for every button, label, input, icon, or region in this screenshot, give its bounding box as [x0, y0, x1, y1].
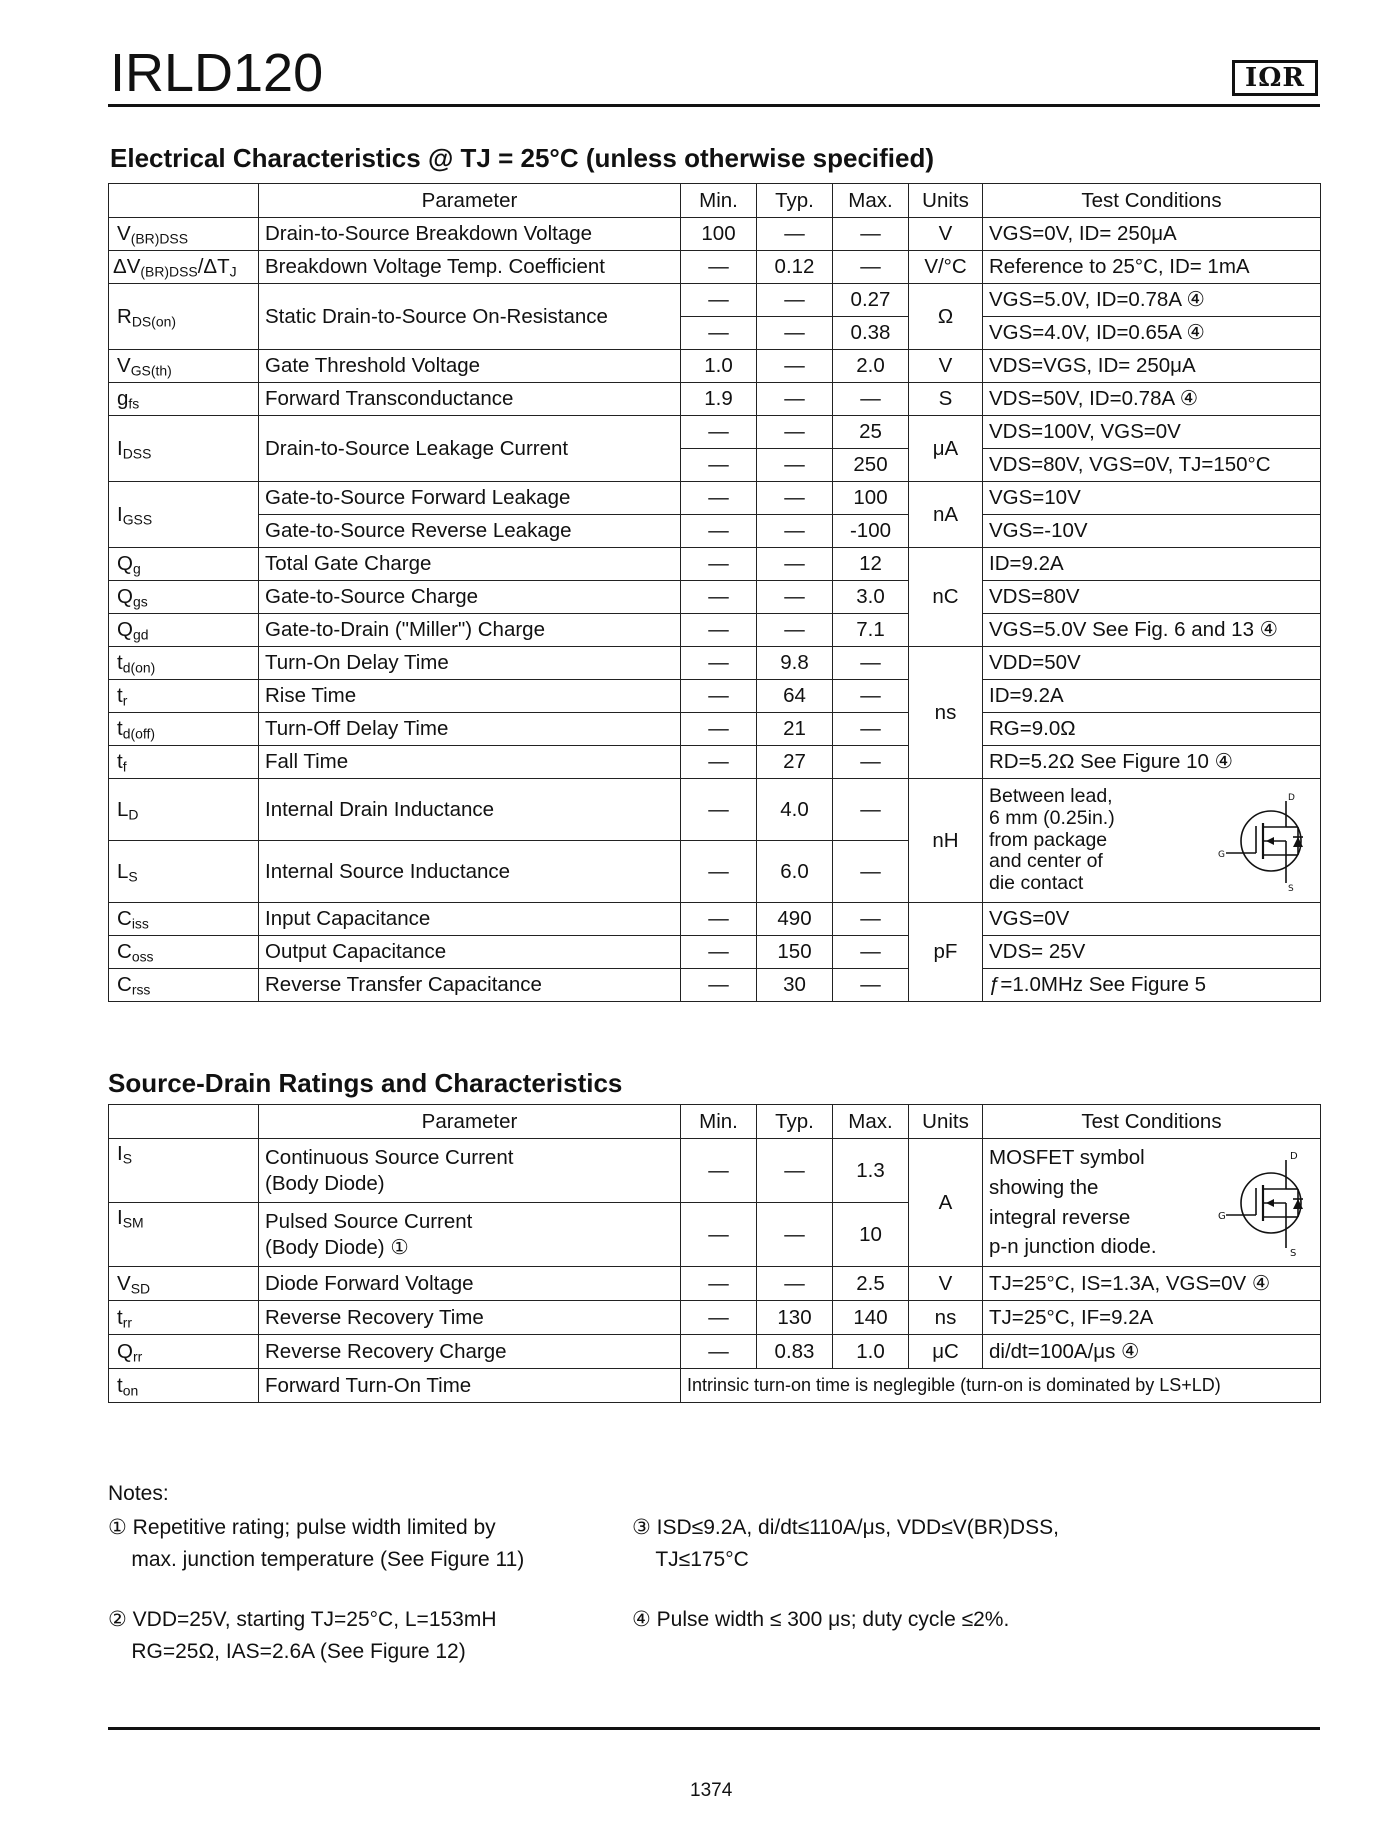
typ-value: — [757, 317, 833, 350]
max-value: 10 [833, 1203, 909, 1267]
typ-value: 150 [757, 936, 833, 969]
test-condition: VGS=0V [983, 903, 1321, 936]
typ-value: 21 [757, 713, 833, 746]
cond-line: Between lead, [989, 784, 1113, 807]
typ-value: — [757, 1139, 833, 1203]
typ-value: — [757, 284, 833, 317]
table-row [109, 680, 1321, 713]
test-condition: VDS=80V, VGS=0V, TJ=150°C [983, 449, 1321, 482]
svg-text:D: D [1288, 792, 1295, 803]
notes-label: Notes: [108, 1482, 169, 1505]
table-row [109, 614, 1321, 647]
test-condition: VGS=5.0V See Fig. 6 and 13 ④ [983, 614, 1321, 647]
parameter: Internal Drain Inductance [259, 779, 681, 841]
parameter: Gate-to-Drain ("Miller") Charge [259, 614, 681, 647]
min-value: — [681, 936, 757, 969]
symbol: $g_{fs}$ [109, 383, 259, 416]
source-drain-table [108, 1104, 1321, 1403]
typ-value: 6.0 [757, 841, 833, 903]
test-condition: VDS=50V, ID=0.78A ④ [983, 383, 1321, 416]
max-value: — [833, 218, 909, 251]
electrical-characteristics-title: Electrical Characteristics @ TJ = 25°C (unless otherwise specified) [110, 143, 935, 173]
test-condition: VGS=10V [983, 482, 1321, 515]
typ-value: 30 [757, 969, 833, 1002]
test-condition: ID=9.2A [983, 548, 1321, 581]
table-row [109, 284, 1321, 317]
parameter: Pulsed Source Current (Body Diode) ① [259, 1203, 681, 1267]
typ-value: — [757, 1267, 833, 1301]
parameter: Input Capacitance [259, 903, 681, 936]
test-condition [983, 1139, 1321, 1267]
typ-value: 4.0 [757, 779, 833, 841]
unit: nA [909, 482, 983, 548]
max-value: 1.0 [833, 1335, 909, 1369]
col-max: Max. [833, 1105, 909, 1139]
table-row [109, 1301, 1321, 1335]
max-value: — [833, 713, 909, 746]
typ-value: — [757, 1203, 833, 1267]
table-row [109, 515, 1321, 548]
part-number-title: IRLD120 [110, 43, 324, 103]
test-condition: VGS=0V, ID= 250μA [983, 218, 1321, 251]
symbol: $Q_{gs}$ [109, 581, 259, 614]
footer-rule [108, 1727, 1320, 1730]
unit: A [909, 1139, 983, 1267]
symbol: $I_{SM}$ [109, 1203, 259, 1267]
typ-value: — [757, 581, 833, 614]
max-value: — [833, 841, 909, 903]
parameter: Reverse Recovery Charge [259, 1335, 681, 1369]
col-typ: Typ. [757, 184, 833, 218]
test-condition: RD=5.2Ω See Figure 10 ④ [983, 746, 1321, 779]
max-value: — [833, 903, 909, 936]
symbol: $I_{GSS}$ [109, 482, 259, 548]
min-value: — [681, 515, 757, 548]
test-condition: TJ=25°C, IF=9.2A [983, 1301, 1321, 1335]
symbol: $I_{DSS}$ [109, 416, 259, 482]
min-value: — [681, 317, 757, 350]
min-value: — [681, 581, 757, 614]
parameter: Gate-to-Source Forward Leakage [259, 482, 681, 515]
col-units: Units [909, 1105, 983, 1139]
unit: pF [909, 903, 983, 1002]
max-value: — [833, 969, 909, 1002]
max-value: 7.1 [833, 614, 909, 647]
min-value: 1.9 [681, 383, 757, 416]
unit: μC [909, 1335, 983, 1369]
cond-line: die contact [989, 872, 1084, 895]
symbol: $t_{d(off)}$ [109, 713, 259, 746]
min-value: — [681, 1267, 757, 1301]
max-value: -100 [833, 515, 909, 548]
svg-text:S: S [1288, 883, 1294, 891]
table-row [109, 1267, 1321, 1301]
symbol: $V_{SD}$ [109, 1267, 259, 1301]
note-2: ② VDD=25V, starting TJ=25°C, L=153mH RG=25Ω, IAS=2.6A (See Figure 12) [108, 1608, 497, 1663]
typ-value: — [757, 449, 833, 482]
symbol: $C_{rss}$ [109, 969, 259, 1002]
parameter: Reverse Transfer Capacitance [259, 969, 681, 1002]
header-rule [108, 104, 1320, 107]
cond-line: from package [989, 828, 1108, 851]
typ-value: 490 [757, 903, 833, 936]
cond-line: integral reverse [989, 1205, 1131, 1229]
min-value: — [681, 969, 757, 1002]
note-4: ④ Pulse width ≤ 300 μs; duty cycle ≤2%. [632, 1608, 1010, 1631]
min-value: — [681, 449, 757, 482]
test-condition [983, 779, 1321, 903]
col-min: Min. [681, 184, 757, 218]
parameter: Total Gate Charge [259, 548, 681, 581]
symbol: $Q_{gd}$ [109, 614, 259, 647]
max-value: 0.38 [833, 317, 909, 350]
parameter: Drain-to-Source Leakage Current [259, 416, 681, 482]
test-condition: ID=9.2A [983, 680, 1321, 713]
symbol: $t_r$ [109, 680, 259, 713]
typ-value: — [757, 614, 833, 647]
test-condition: VDD=50V [983, 647, 1321, 680]
symbol: $V_{(BR)DSS}$ [109, 218, 259, 251]
unit: ns [909, 1301, 983, 1335]
min-value: 100 [681, 218, 757, 251]
test-condition: di/dt=100A/μs ④ [983, 1335, 1321, 1369]
col-parameter: Parameter [259, 184, 681, 218]
test-condition: VGS=-10V [983, 515, 1321, 548]
turn-on-note: Intrinsic turn-on time is neglegible (turn-on is dominated by LS+LD) [681, 1369, 1321, 1403]
min-value: — [681, 647, 757, 680]
min-value: — [681, 746, 757, 779]
symbol: $C_{iss}$ [109, 903, 259, 936]
symbol: $t_{d(on)}$ [109, 647, 259, 680]
min-value: — [681, 1335, 757, 1369]
max-value: 2.0 [833, 350, 909, 383]
min-value: — [681, 680, 757, 713]
parameter: Static Drain-to-Source On-Resistance [259, 284, 681, 350]
table-row [109, 581, 1321, 614]
test-condition: RG=9.0Ω [983, 713, 1321, 746]
unit: V [909, 1267, 983, 1301]
unit: ns [909, 647, 983, 779]
svg-text:G: G [1218, 1210, 1226, 1222]
min-value: — [681, 713, 757, 746]
max-value: 12 [833, 548, 909, 581]
symbol: $t_{on}$ [109, 1369, 259, 1403]
note-3: ③ ISD≤9.2A, di/dt≤110A/μs, VDD≤V(BR)DSS, TJ≤175°C [632, 1516, 1059, 1571]
parameter: Turn-On Delay Time [259, 647, 681, 680]
unit: V/°C [909, 251, 983, 284]
min-value: — [681, 779, 757, 841]
max-value: 2.5 [833, 1267, 909, 1301]
table-row [109, 548, 1321, 581]
col-typ: Typ. [757, 1105, 833, 1139]
max-value: 100 [833, 482, 909, 515]
table-row [109, 647, 1321, 680]
typ-value: — [757, 383, 833, 416]
table-row [109, 1335, 1321, 1369]
table-row [109, 1139, 1321, 1203]
max-value: 3.0 [833, 581, 909, 614]
table-row [109, 779, 1321, 841]
max-value: 250 [833, 449, 909, 482]
parameter: Continuous Source Current (Body Diode) [259, 1139, 681, 1203]
col-test-conditions: Test Conditions [983, 184, 1321, 218]
unit: V [909, 218, 983, 251]
cond-line: and center of [989, 850, 1103, 873]
cond-line: MOSFET symbol [989, 1146, 1145, 1170]
test-condition: VDS= 25V [983, 936, 1321, 969]
parameter: Gate-to-Source Reverse Leakage [259, 515, 681, 548]
min-value: — [681, 614, 757, 647]
source-drain-title: Source-Drain Ratings and Characteristics [108, 1068, 623, 1098]
symbol: $L_D$ [109, 779, 259, 841]
min-value: — [681, 284, 757, 317]
symbol: $I_S$ [109, 1139, 259, 1203]
max-value: — [833, 647, 909, 680]
typ-value: — [757, 416, 833, 449]
max-value: 1.3 [833, 1139, 909, 1203]
table-row [109, 969, 1321, 1002]
table-row [109, 218, 1321, 251]
typ-value: — [757, 350, 833, 383]
table-row [109, 1369, 1321, 1403]
typ-value: 9.8 [757, 647, 833, 680]
min-value: — [681, 251, 757, 284]
table-row [109, 746, 1321, 779]
test-condition: ƒ=1.0MHz See Figure 5 [983, 969, 1321, 1002]
min-value: — [681, 841, 757, 903]
symbol: $t_{rr}$ [109, 1301, 259, 1335]
symbol: $C_{oss}$ [109, 936, 259, 969]
parameter: Breakdown Voltage Temp. Coefficient [259, 251, 681, 284]
cond-line: p-n junction diode. [989, 1235, 1157, 1259]
parameter: Internal Source Inductance [259, 841, 681, 903]
unit: μA [909, 416, 983, 482]
test-condition: VDS=80V [983, 581, 1321, 614]
table-row [109, 383, 1321, 416]
cond-line: 6 mm (0.25in.) [989, 806, 1115, 829]
parameter: Turn-Off Delay Time [259, 713, 681, 746]
symbol: $L_S$ [109, 841, 259, 903]
cond-line: showing the [989, 1175, 1099, 1199]
parameter: Gate-to-Source Charge [259, 581, 681, 614]
symbol: $Q_{rr}$ [109, 1335, 259, 1369]
parameter: Forward Transconductance [259, 383, 681, 416]
table-row [109, 936, 1321, 969]
min-value: — [681, 416, 757, 449]
max-value: — [833, 383, 909, 416]
table-row [109, 251, 1321, 284]
note-1: ① Repetitive rating; pulse width limited by max. junction temperature (See Figure 11) [108, 1516, 525, 1571]
typ-value: 130 [757, 1301, 833, 1335]
parameter: Forward Turn-On Time [259, 1369, 681, 1403]
page-number: 1374 [690, 1780, 733, 1801]
svg-text:S: S [1290, 1247, 1297, 1258]
typ-value: 27 [757, 746, 833, 779]
max-value: 25 [833, 416, 909, 449]
typ-value: — [757, 515, 833, 548]
test-condition: VDS=100V, VGS=0V [983, 416, 1321, 449]
typ-value: — [757, 482, 833, 515]
min-value: — [681, 903, 757, 936]
typ-value: 0.83 [757, 1335, 833, 1369]
unit: V [909, 350, 983, 383]
max-value: — [833, 680, 909, 713]
parameter: Drain-to-Source Breakdown Voltage [259, 218, 681, 251]
symbol: $V_{GS(th)}$ [109, 350, 259, 383]
max-value: — [833, 779, 909, 841]
min-value: — [681, 1139, 757, 1203]
table-header-row [109, 1105, 1321, 1139]
col-min: Min. [681, 1105, 757, 1139]
svg-text:G: G [1218, 849, 1225, 860]
table-row [109, 713, 1321, 746]
test-condition: VGS=4.0V, ID=0.65A ④ [983, 317, 1321, 350]
symbol: $R_{DS(on)}$ [109, 284, 259, 350]
min-value: — [681, 1301, 757, 1335]
svg-text:D: D [1290, 1150, 1298, 1162]
unit: S [909, 383, 983, 416]
max-value: 0.27 [833, 284, 909, 317]
col-parameter: Parameter [259, 1105, 681, 1139]
parameter: Fall Time [259, 746, 681, 779]
parameter: Gate Threshold Voltage [259, 350, 681, 383]
max-value: — [833, 936, 909, 969]
unit: nC [909, 548, 983, 647]
typ-value: 0.12 [757, 251, 833, 284]
test-condition: TJ=25°C, IS=1.3A, VGS=0V ④ [983, 1267, 1321, 1301]
min-value: — [681, 482, 757, 515]
min-value: 1.0 [681, 350, 757, 383]
table-header-row [109, 184, 1321, 218]
unit: Ω [909, 284, 983, 350]
test-condition: Reference to 25°C, ID= 1mA [983, 251, 1321, 284]
mosfet-symbol-icon [1216, 791, 1316, 891]
mosfet-body-diode-symbol-icon [1216, 1148, 1316, 1258]
table-row [109, 416, 1321, 449]
parameter: Diode Forward Voltage [259, 1267, 681, 1301]
symbol: $\Delta V_{(BR)DSS}/\Delta T_J$ [109, 251, 259, 284]
max-value: — [833, 746, 909, 779]
typ-value: 64 [757, 680, 833, 713]
min-value: — [681, 548, 757, 581]
unit: nH [909, 779, 983, 903]
typ-value: — [757, 548, 833, 581]
symbol: $Q_g$ [109, 548, 259, 581]
max-value: — [833, 251, 909, 284]
test-condition: VDS=VGS, ID= 250μA [983, 350, 1321, 383]
electrical-characteristics-table [108, 183, 1321, 1002]
col-units: Units [909, 184, 983, 218]
parameter: Reverse Recovery Time [259, 1301, 681, 1335]
col-max: Max. [833, 184, 909, 218]
ir-logo: IΩR [1232, 60, 1318, 96]
test-condition: VGS=5.0V, ID=0.78A ④ [983, 284, 1321, 317]
parameter: Rise Time [259, 680, 681, 713]
max-value: 140 [833, 1301, 909, 1335]
col-test-conditions: Test Conditions [983, 1105, 1321, 1139]
parameter: Output Capacitance [259, 936, 681, 969]
symbol: $t_f$ [109, 746, 259, 779]
typ-value: — [757, 218, 833, 251]
table-row [109, 350, 1321, 383]
min-value: — [681, 1203, 757, 1267]
table-row [109, 903, 1321, 936]
table-row [109, 482, 1321, 515]
